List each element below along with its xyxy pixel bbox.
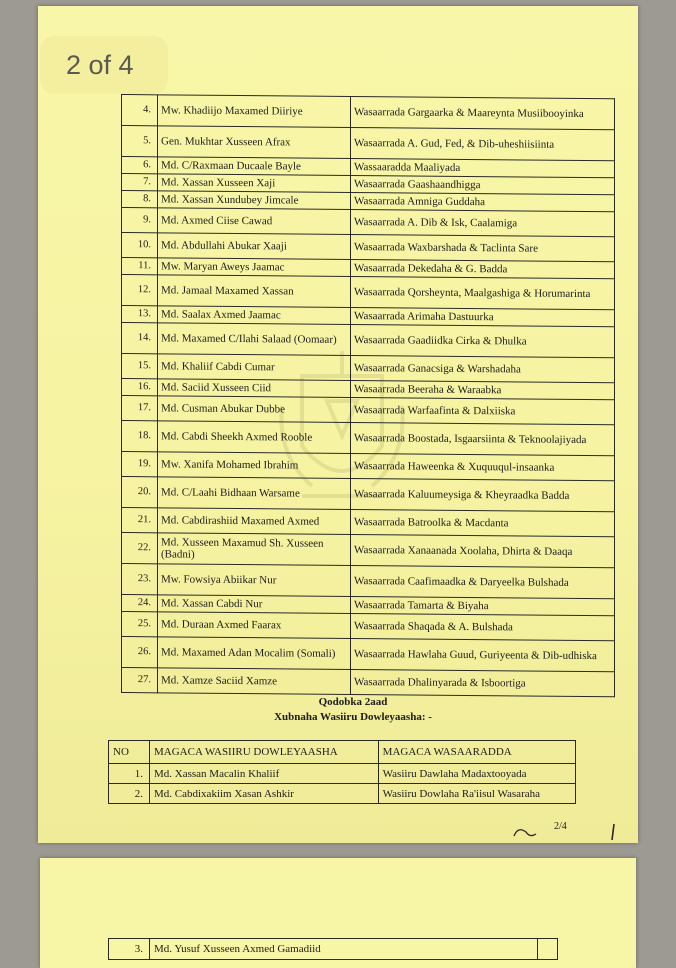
ministers-table [121, 94, 615, 697]
row-name: Md. Duraan Axmed Faarax [158, 612, 351, 639]
column-header-no: NO [109, 741, 150, 764]
deputies-table [108, 740, 576, 804]
row-number: 6. [122, 157, 158, 174]
row-name: Md. Xusseen Maxamud Sh. Xusseen (Badni) [158, 533, 351, 566]
table-row [122, 421, 615, 456]
row-ministry: Wasaarrada Xanaanada Xoolaha, Dhirta & Daaqa [351, 535, 615, 568]
row-number: 26. [122, 637, 158, 668]
row-number: 15. [122, 354, 158, 379]
row-ministry: Wasaarrada Warfaafinta & Dalxiiska [351, 398, 615, 425]
row-number: 11. [122, 258, 158, 275]
table-row [122, 126, 615, 161]
row-ministry: Wasaarrada Gargaarka & Maareynta Musiibooyinka [351, 97, 615, 130]
section-subtitle: Xubnaha Wasiiru Dowleyaasha: - [274, 711, 432, 723]
table-row [122, 637, 615, 672]
row-ministry: Wasaarrada Ganacsiga & Warshadaha [351, 356, 615, 383]
row-name: Md. Xassan Cabdi Nur [158, 595, 351, 614]
table-row [109, 784, 576, 804]
row-number: 24. [122, 595, 158, 612]
row-name: Mw. Xanifa Mohamed Ibrahim [158, 452, 351, 479]
row-number: 21. [122, 508, 158, 533]
row-ministry: Wassaaradda Maaliyada [351, 159, 615, 178]
table-row [122, 477, 615, 512]
row-name: Md. Abdullahi Abukar Xaaji [158, 233, 351, 260]
row-ministry: Wasaarrada Batroolka & Macdanta [351, 510, 615, 537]
row-name: Md. Cusman Abukar Dubbe [158, 396, 351, 423]
row-number: 2. [109, 784, 150, 804]
row-number: 14. [122, 323, 158, 354]
row-ministry: Wasiiru Dawlaha Madaxtooyada [378, 764, 575, 784]
row-ministry [538, 939, 558, 960]
table-row [122, 533, 615, 568]
row-name: Md. C/Raxmaan Ducaale Bayle [158, 157, 351, 176]
table-row [109, 939, 558, 960]
row-ministry: Wasaarrada Dekedaha & G. Badda [351, 260, 615, 279]
row-number: 20. [122, 477, 158, 508]
row-ministry: Wasaarrada Hawlaha Guud, Guriyeenta & Dib-udhiska [351, 639, 615, 672]
table-row [122, 275, 615, 310]
row-number: 17. [122, 396, 158, 421]
row-name: Md. Khaliif Cabdi Cumar [158, 354, 351, 381]
signature-mark-icon [508, 812, 628, 842]
row-name: Md. Jamaal Maxamed Xassan [158, 275, 351, 308]
row-ministry: Wasaarrada Dhalinyarada & Isboortiga [351, 670, 615, 697]
row-number: 23. [122, 564, 158, 595]
row-number: 7. [122, 174, 158, 191]
page-indicator-badge: 2 of 4 [40, 36, 168, 94]
table-row [122, 564, 615, 599]
row-name: Mw. Maryan Aweys Jaamac [158, 258, 351, 277]
row-name: Md. Cabdirashiid Maxamed Axmed [158, 508, 351, 535]
row-number: 12. [122, 275, 158, 306]
document-page [38, 6, 638, 843]
row-number: 8. [122, 191, 158, 208]
row-number: 16. [122, 379, 158, 396]
row-ministry: Wasaarrada Gaadiidka Cirka & Dhulka [351, 325, 615, 358]
row-ministry: Wasaarrada Kaluumeysiga & Kheyraadka Badda [351, 479, 615, 512]
next-page-table [108, 938, 558, 960]
row-name: Mw. Fowsiya Abiikar Nur [158, 564, 351, 597]
row-number: 5. [122, 126, 158, 157]
row-number: 27. [122, 668, 158, 693]
row-number: 1. [109, 764, 150, 784]
row-name: Md. Xamze Saciid Xamze [158, 668, 351, 695]
row-ministry: Wasaarrada Arimaha Dastuurka [351, 308, 615, 327]
row-number: 13. [122, 306, 158, 323]
row-number: 9. [122, 208, 158, 233]
row-ministry: Wasaarrada Gaashaandhigga [351, 176, 615, 195]
row-name: Md. Xassan Xusseen Xaji [158, 174, 351, 193]
row-name: Md. Cabdixakiim Xasan Ashkir [150, 784, 379, 804]
row-name: Md. Axmed Ciise Cawad [158, 208, 351, 235]
row-ministry: Wasaarrada Caafimaadka & Daryeelka Bulshada [351, 566, 615, 599]
row-name: Gen. Mukhtar Xusseen Afrax [158, 126, 351, 159]
row-ministry: Wasaarrada Boostada, Isgaarsiinta & Teknoolajiyada [351, 423, 615, 456]
row-number: 22. [122, 533, 158, 564]
row-ministry: Wasaarrada Tamarta & Biyaha [351, 597, 615, 616]
row-number: 25. [122, 612, 158, 637]
row-ministry: Wasaarrada Shaqada & A. Bulshada [351, 614, 615, 641]
row-number: 10. [122, 233, 158, 258]
row-ministry: Wasaarrada A. Dib & Isk, Caalamiga [351, 210, 615, 237]
table-row [122, 323, 615, 358]
row-number: 3. [109, 939, 150, 960]
row-ministry: Wasiiru Dowlaha Ra'iisul Wasaraha [378, 784, 575, 804]
table-row [109, 764, 576, 784]
row-number: 19. [122, 452, 158, 477]
row-name: Md. Xassan Macalin Khaliif [150, 764, 379, 784]
row-ministry: Wasaarrada Waxbarshada & Taclinta Sare [351, 235, 615, 262]
row-name: Md. Yusuf Xusseen Axmed Gamadiid [150, 939, 538, 960]
row-name: Md. Maxamed C/Ilahi Salaad (Oomaar) [158, 323, 351, 356]
row-ministry: Wasaarrada A. Gud, Fed, & Dib-uheshiisiinta [351, 128, 615, 161]
section-title: Qodobka 2aad [318, 696, 388, 708]
row-number: 18. [122, 421, 158, 452]
page-number: 2/4 [554, 821, 567, 832]
row-number: 4. [122, 95, 158, 126]
row-name: Md. Maxamed Adan Mocalim (Somali) [158, 637, 351, 670]
row-name: Md. C/Laahi Bidhaan Warsame [158, 477, 351, 510]
row-ministry: Wasaarrada Amniga Guddaha [351, 193, 615, 212]
row-name: Md. Xassan Xundubey Jimcale [158, 191, 351, 210]
row-name: Md. Saalax Axmed Jaamac [158, 306, 351, 325]
row-name: Md. Cabdi Sheekh Axmed Rooble [158, 421, 351, 454]
row-ministry: Wasaarrada Haweenka & Xuquuqul-insaanka [351, 454, 615, 481]
table-row [122, 668, 615, 697]
column-header-ministry: MAGACA WASAARADDA [378, 741, 575, 764]
table-header-row [109, 741, 576, 764]
row-name: Md. Saciid Xusseen Ciid [158, 379, 351, 398]
table-row [122, 95, 615, 130]
row-ministry: Wasaarrada Beeraha & Waraabka [351, 381, 615, 400]
row-name: Mw. Khadiijo Maxamed Diiriye [158, 95, 351, 128]
row-ministry: Wasaarrada Qorsheynta, Maalgashiga & Horumarinta [351, 277, 615, 310]
next-document-page [40, 858, 636, 968]
column-header-name: MAGACA WASIIRU DOWLEYAASHA [150, 741, 379, 764]
